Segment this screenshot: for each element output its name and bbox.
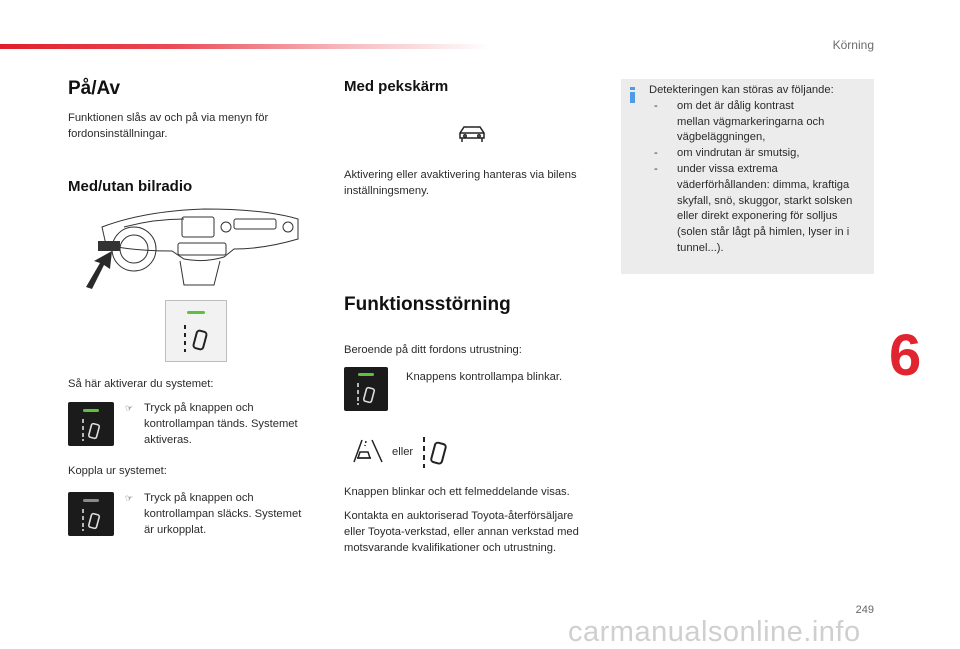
indicator-led-blinking: [358, 373, 374, 376]
system-button-blinking: [344, 367, 388, 411]
car-icon: [457, 124, 487, 146]
deactivate-label: Koppla ur systemet:: [68, 465, 167, 477]
lane-departure-icon: [80, 508, 102, 532]
heading-malfunction: Funktionsstörning: [344, 294, 511, 315]
indicator-led-on: [83, 409, 99, 412]
info-item-line: tunnel...).: [677, 241, 724, 254]
contact-line-1: Kontakta en auktoriserad Toyota-återförsäljare: [344, 510, 574, 522]
deactivate-line-2: kontrollampan släcks. Systemet: [144, 508, 302, 520]
indicator-led: [187, 311, 205, 314]
activate-line-3: aktiveras.: [144, 434, 192, 446]
intro-line-2: fordonsinställningar.: [68, 128, 168, 140]
info-lead: Detekteringen kan störas av följande:: [649, 84, 834, 96]
page-number: 249: [855, 604, 874, 616]
pointing-hand-icon: ☞: [125, 403, 134, 413]
indicator-led-off: [83, 499, 99, 502]
contact-line-3: motsvarande kvalifikationer och utrustning.: [344, 542, 557, 554]
info-item-line: mellan vägmarkeringarna och: [677, 115, 825, 128]
fault-message: Knappen blinkar och ett felmeddelande visas.: [344, 486, 570, 498]
info-item-line: eller direkt exponering för solljus: [677, 210, 838, 223]
intro-line-1: Funktionen slås av och på via menyn för: [68, 112, 269, 124]
touch-text-line-1: Aktivering eller avaktivering hanteras via bilens: [344, 169, 577, 181]
info-item-line: om vindrutan är smutsig,: [677, 147, 800, 160]
dashboard-illustration: [84, 205, 304, 295]
info-item-line: vägbeläggningen,: [677, 131, 766, 144]
activate-line-1: Tryck på knappen och: [144, 402, 254, 414]
lane-departure-icon: [355, 382, 377, 406]
fault-intro: Beroende på ditt fordons utrustning:: [344, 344, 522, 356]
chapter-number: 6: [889, 323, 922, 388]
activate-label: Så här aktiverar du systemet:: [68, 378, 214, 390]
lane-departure-icon: [181, 323, 211, 353]
info-item: - om vindrutan är smutsig,: [649, 146, 871, 162]
heading-on-off: På/Av: [68, 78, 121, 99]
info-item: - under vissa extrema väderförhållanden: dimma, kraftiga skyfall, snö, skuggor, starkt solsken eller direkt exponering för solljus (solen står lågt på himlen, lyser in i tunnel...).: [649, 162, 871, 257]
lane-warning-icon: [352, 438, 384, 464]
or-text: eller: [392, 446, 414, 458]
deactivate-line-3: är urkopplat.: [144, 524, 207, 536]
button-detail-frame: [165, 300, 227, 362]
info-item-line: skyfall, snö, skuggor, starkt solsken: [677, 194, 853, 207]
blink-text: Knappens kontrollampa blinkar.: [406, 371, 563, 383]
info-item: - om det är dålig kontrast mellan vägmarkeringarna och vägbeläggningen,: [649, 99, 871, 146]
touch-text-line-2: inställningsmeny.: [344, 185, 429, 197]
activate-line-2: kontrollampan tänds. Systemet: [144, 418, 298, 430]
system-button-off: [68, 492, 114, 536]
pointing-hand-icon: ☞: [125, 493, 134, 503]
info-box: [621, 79, 874, 274]
info-item-line: (solen står lågt på himlen, lyser in i: [677, 226, 850, 239]
info-item-line: väderförhållanden: dimma, kraftiga: [677, 178, 850, 191]
heading-touchscreen: Med pekskärm: [344, 78, 449, 95]
contact-line-2: eller Toyota-verkstad, eller annan verkstad med: [344, 526, 579, 538]
heading-radio: Med/utan bilradio: [68, 178, 193, 195]
info-icon: [630, 87, 635, 102]
system-button-on: [68, 402, 114, 446]
header-accent-bar: [0, 44, 490, 49]
info-text: [649, 83, 871, 257]
info-item-line: om det är dålig kontrast: [677, 99, 794, 112]
section-title: Körning: [832, 38, 874, 52]
info-item-line: under vissa extrema: [677, 162, 778, 175]
lane-departure-icon: [80, 418, 102, 442]
watermark: carmanualsonline.info: [568, 616, 861, 648]
lane-departure-icon: [420, 435, 450, 469]
deactivate-line-1: Tryck på knappen och: [144, 492, 254, 504]
